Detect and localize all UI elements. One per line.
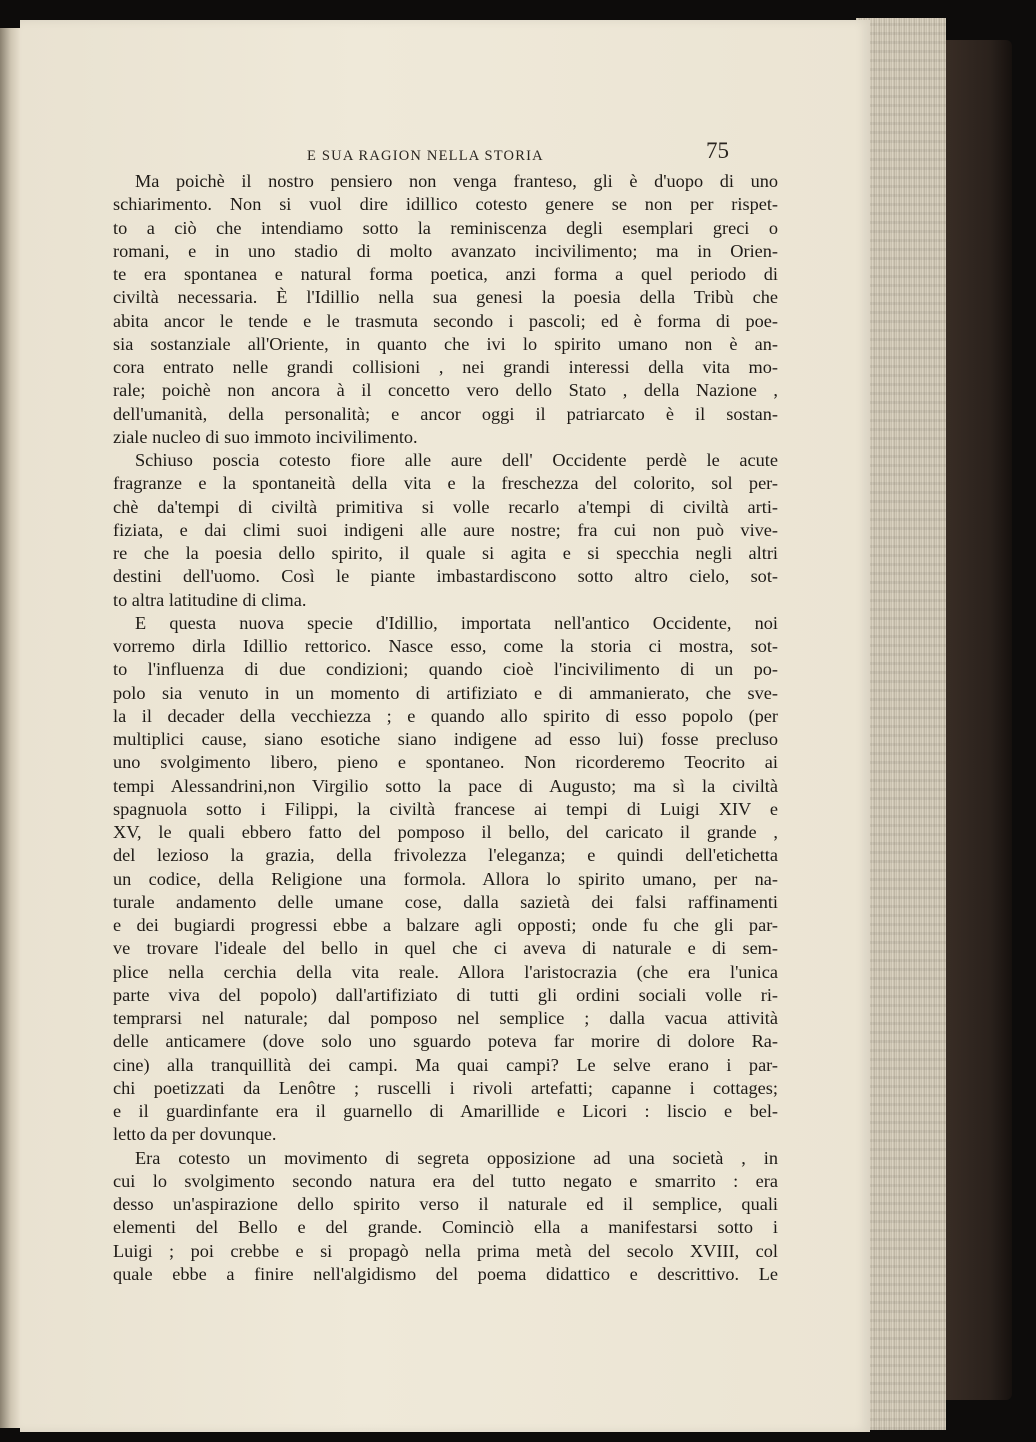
text-line: fiziata, e dai climi suoi indigeni alle aure nostre; fra cui non può vive-	[113, 519, 778, 540]
text-line: Luigi ; poi crebbe e si propagò nella prima metà del secolo XVIII, col	[113, 1240, 778, 1261]
text-line: spagnuola sotto i Filippi, la civiltà francese ai tempi di Luigi XIV e	[113, 798, 778, 819]
text-line: chi poetizzati da Lenôtre ; ruscelli i rivoli artefatti; capanne i cottages;	[113, 1077, 778, 1098]
text-line: temprarsi nel naturale; dal pomposo nel semplice ; dalla vacua attività	[113, 1008, 778, 1028]
text-line: rale; poichè non ancora à il concetto vero dello Stato , della Nazione ,	[113, 380, 778, 401]
text-line: cine) alla tranquillità dei campi. Ma quai campi? Le selve erano i par-	[113, 1054, 778, 1075]
text-line: to altra latitudine di clima.	[113, 589, 307, 610]
text-line: elementi del Bello e del grande. Cominciò ella a manifestarsi sotto i	[113, 1217, 778, 1238]
text-line: delle anticamere (dove solo uno sguardo poteva far morire di dolore Ra-	[113, 1031, 778, 1052]
text-line: polo sia venuto in un momento di artifiziato e di ammanierato, che sve-	[113, 682, 778, 703]
text-line: parte viva del popolo) dall'artifiziato di tutti gli ordini sociali volle ri-	[113, 984, 778, 1005]
text-line: E questa nuova specie d'Idillio, importata nell'antico Occidente, noi	[135, 612, 778, 633]
text-line: quale ebbe a finire nell'algidismo del poema didattico e descrittivo. Le	[113, 1263, 778, 1284]
text-line: un codice, della Religione una formola. Allora lo spirito umano, per na-	[113, 868, 778, 889]
text-line: del lezioso la grazia, della frivolezza l'eleganza; e quindi dell'etichetta	[113, 845, 778, 866]
text-line: XV, le quali ebbero fatto del pomposo il bello, del caricato il grande ,	[113, 822, 778, 842]
text-line: uno svolgimento libero, pieno e spontaneo. Non ricorderemo Teocrito ai	[113, 752, 778, 773]
text-line: chè da'tempi di civiltà primitiva si volle recarlo a'tempi di civiltà arti-	[113, 496, 778, 517]
text-line: civiltà necessaria. È l'Idillio nella sua genesi la poesia della Tribù che	[113, 287, 778, 308]
text-line: to l'influenza di due condizioni; quando cioè l'incivilimento di un po-	[113, 659, 778, 680]
text-line: abita ancor le tende e le trasmuta secondo i pascoli; ed è forma di poe-	[113, 310, 778, 331]
text-line: plice nella cerchia della vita reale. Allora l'aristocrazia (che era l'unica	[113, 961, 778, 982]
page-number: 75	[706, 138, 729, 163]
text-line: ve trovare l'ideale del bello in quel che ci aveva di naturale e di sem-	[113, 938, 778, 959]
text-line: fragranze e la spontaneità della vita e la freschezza del colorito, sol per-	[113, 473, 778, 494]
text-line: destini dell'uomo. Così le piante imbastardiscono sotto altro cielo, sot-	[113, 566, 778, 587]
text-line: romani, e in uno stadio di molto avanzato incivilimento; ma in Orien-	[113, 240, 778, 261]
text-line: Schiuso poscia cotesto fiore alle aure dell' Occidente perdè le acute	[135, 450, 778, 470]
text-line: Ma poichè il nostro pensiero non venga franteso, gli è d'uopo di uno	[135, 171, 778, 191]
text-line: desso un'aspirazione dello spirito verso il naturale ed il semplice, quali	[113, 1194, 778, 1214]
text-line: te era spontanea e natural forma poetica, anzi forma a quel periodo di	[113, 264, 778, 284]
text-line: ziale nucleo di suo immoto incivilimento.	[113, 426, 418, 447]
text-line: e il guardinfante era il guarnello di Amarillide e Licori : liscio e bel-	[113, 1101, 778, 1121]
text-line: dell'umanità, della personalità; e ancor oggi il patriarcato è il sostan-	[113, 403, 778, 424]
book-page	[20, 20, 870, 1432]
text-line: turale andamento delle umane cose, dalla sazietà dei falsi raffinamenti	[113, 891, 778, 912]
running-head: E SUA RAGION NELLA STORIA	[307, 148, 544, 164]
text-line: vorremo dirla Idillio rettorico. Nasce esso, come la storia ci mostra, sot-	[113, 636, 778, 656]
text-line: cora entrato nelle grandi collisioni , nei grandi interessi della vita mo-	[113, 357, 778, 377]
text-line: letto da per dovunque.	[113, 1124, 277, 1145]
text-line: e dei bugiardi progressi ebbe a balzare agli opposti; onde fu che gli par-	[113, 915, 778, 935]
text-line: to a ciò che intendiamo sotto la reminiscenza degli esemplari greci o	[113, 217, 778, 238]
text-line: la il decader della vecchiezza ; e quando allo spirito di esso popolo (per	[113, 705, 778, 726]
text-line: cui lo svolgimento secondo natura era del tutto negato e smarrito : era	[113, 1170, 778, 1191]
text-line: sia sostanziale all'Oriente, in quanto che ivi lo spirito umano non è an-	[113, 333, 778, 354]
text-line: Era cotesto un movimento di segreta opposizione ad una società , in	[135, 1147, 778, 1168]
left-page-edge	[0, 28, 20, 1428]
text-line: tempi Alessandrini,non Virgilio sotto la pace di Augusto; ma sì la civiltà	[113, 775, 778, 796]
text-line: multiplici cause, siano esotiche siano indigene ad esso lui) fosse precluso	[113, 729, 778, 749]
book-cover	[940, 40, 1012, 1400]
text-line: re che la poesia dello spirito, il quale si agita e si specchia negli altri	[113, 543, 778, 563]
text-line: schiarimento. Non si vuol dire idillico cotesto genere se non per rispet-	[113, 194, 778, 215]
